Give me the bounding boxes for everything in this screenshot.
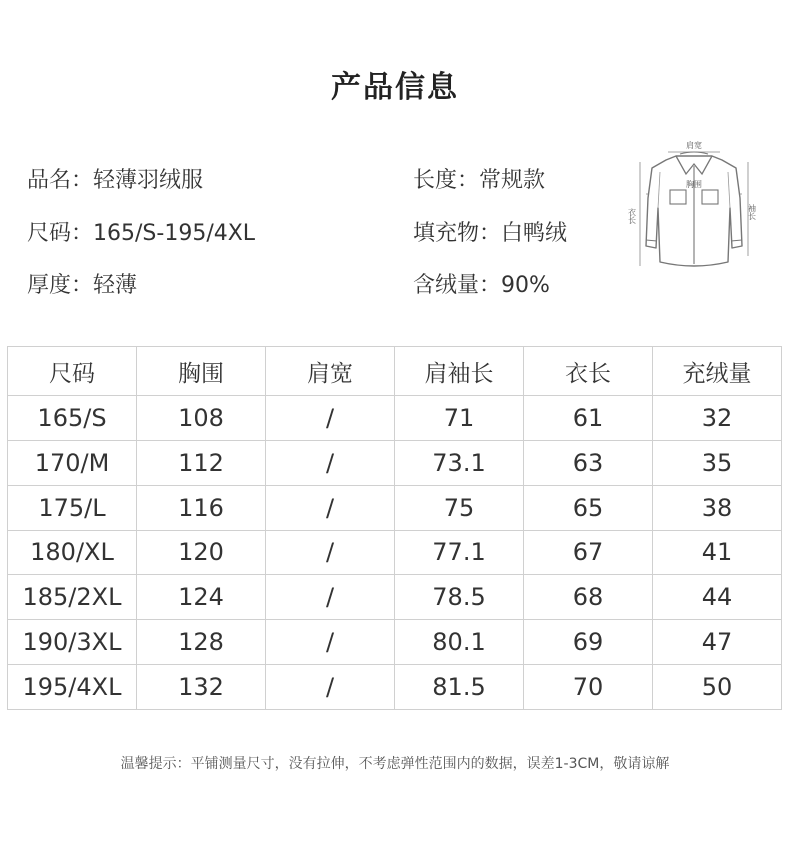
cell-shoulder: /: [266, 440, 395, 485]
cell-size: 180/XL: [8, 530, 137, 575]
cell-shoulder-sleeve: 81.5: [395, 665, 524, 710]
cell-chest: 116: [137, 485, 266, 530]
table-row: [8, 440, 782, 485]
size-table: [7, 346, 782, 710]
info-down: [413, 268, 550, 299]
header-size: 尺码: [8, 347, 137, 396]
cell-shoulder: /: [266, 620, 395, 665]
info-size-value: 165/S-195/4XL: [93, 221, 256, 246]
table-row: [8, 396, 782, 441]
info-down-label: 含绒量：: [413, 273, 502, 298]
shirt-measurement-icon: [628, 138, 760, 278]
info-filling-label: 填充物：: [413, 221, 502, 246]
cell-down-fill: 44: [653, 575, 782, 620]
cell-shoulder-sleeve: 78.5: [395, 575, 524, 620]
info-thickness-value: 轻薄: [93, 273, 138, 298]
header-length: 衣长: [524, 347, 653, 396]
cell-chest: 132: [137, 665, 266, 710]
info-filling-value: 白鸭绒: [501, 221, 568, 246]
cell-shoulder: /: [266, 530, 395, 575]
info-thickness: [27, 268, 137, 299]
tip-note: 温馨提示：平铺测量尺寸，没有拉伸，不考虑弹性范围内的数据，误差1-3CM，敬请谅解: [120, 756, 670, 772]
info-name-label: 品名：: [27, 168, 94, 193]
length-label: 衣长: [628, 208, 637, 224]
cell-shoulder: /: [266, 396, 395, 441]
table-row: [8, 530, 782, 575]
cell-down-fill: 35: [653, 440, 782, 485]
cell-shoulder-sleeve: 80.1: [395, 620, 524, 665]
info-length-label: 长度：: [413, 168, 480, 193]
header-shoulder-sleeve: 肩袖长: [395, 347, 524, 396]
info-length-value: 常规款: [479, 168, 546, 193]
cell-chest: 120: [137, 530, 266, 575]
cell-size: 165/S: [8, 396, 137, 441]
cell-size: 170/M: [8, 440, 137, 485]
cell-shoulder: /: [266, 485, 395, 530]
shoulder-label: 肩宽: [686, 141, 702, 150]
cell-down-fill: 47: [653, 620, 782, 665]
cell-size: 185/2XL: [8, 575, 137, 620]
info-size: [27, 216, 255, 247]
cell-length: 70: [524, 665, 653, 710]
cell-shoulder-sleeve: 77.1: [395, 530, 524, 575]
header-chest: 胸围: [137, 347, 266, 396]
cell-down-fill: 32: [653, 396, 782, 441]
info-size-label: 尺码：: [27, 221, 94, 246]
table-row: [8, 485, 782, 530]
page-title: 产品信息: [331, 70, 459, 105]
cell-length: 68: [524, 575, 653, 620]
cell-length: 69: [524, 620, 653, 665]
info-length: [413, 163, 545, 194]
size-table-header-row: [8, 347, 782, 396]
cell-down-fill: 38: [653, 485, 782, 530]
info-name: [27, 163, 203, 194]
header-down-fill: 充绒量: [653, 347, 782, 396]
chest-label: 胸围: [686, 180, 702, 189]
sleeve-label: 袖长: [747, 204, 757, 220]
cell-shoulder: /: [266, 665, 395, 710]
table-row: [8, 575, 782, 620]
info-down-value: 90%: [501, 273, 550, 298]
cell-length: 65: [524, 485, 653, 530]
cell-size: 195/4XL: [8, 665, 137, 710]
cell-chest: 112: [137, 440, 266, 485]
cell-down-fill: 41: [653, 530, 782, 575]
cell-shoulder-sleeve: 75: [395, 485, 524, 530]
cell-shoulder-sleeve: 71: [395, 396, 524, 441]
cell-size: 190/3XL: [8, 620, 137, 665]
cell-size: 175/L: [8, 485, 137, 530]
info-thickness-label: 厚度：: [27, 273, 94, 298]
cell-chest: 128: [137, 620, 266, 665]
table-row: [8, 665, 782, 710]
cell-length: 63: [524, 440, 653, 485]
info-name-value: 轻薄羽绒服: [93, 168, 204, 193]
cell-down-fill: 50: [653, 665, 782, 710]
cell-length: 61: [524, 396, 653, 441]
header-shoulder: 肩宽: [266, 347, 395, 396]
cell-chest: 108: [137, 396, 266, 441]
cell-chest: 124: [137, 575, 266, 620]
cell-shoulder: /: [266, 575, 395, 620]
cell-shoulder-sleeve: 73.1: [395, 440, 524, 485]
table-row: [8, 620, 782, 665]
info-filling: [413, 216, 567, 247]
cell-length: 67: [524, 530, 653, 575]
